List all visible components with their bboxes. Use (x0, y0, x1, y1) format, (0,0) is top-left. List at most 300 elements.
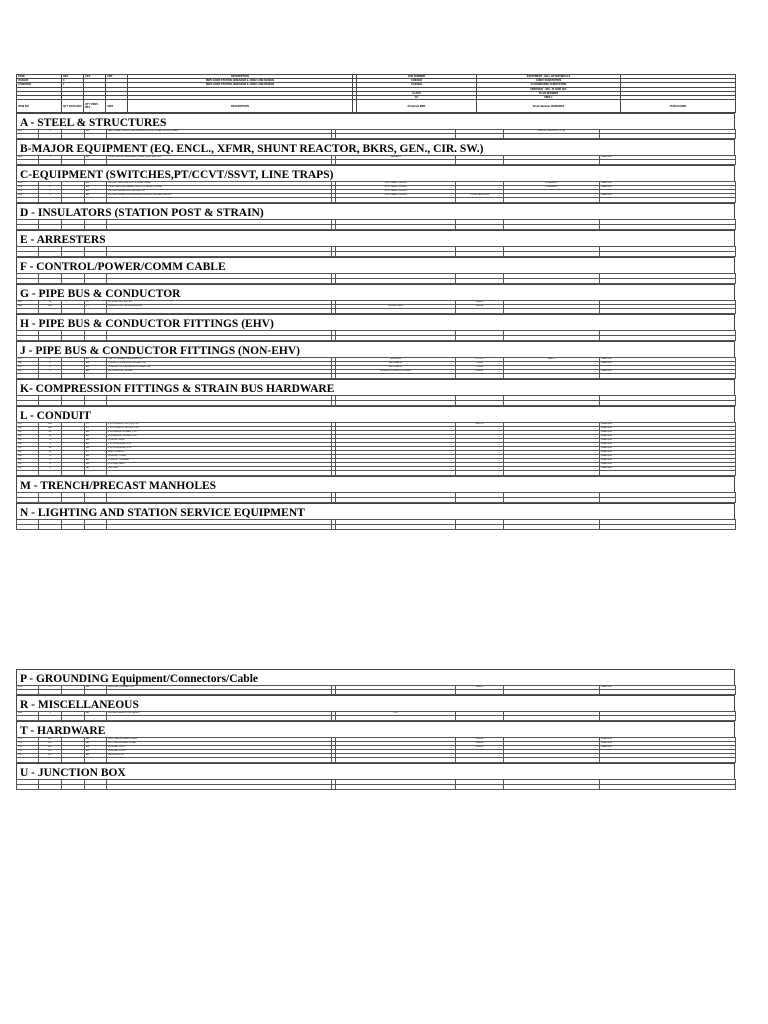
blank-cell (456, 336, 504, 341)
table-cell: AVERSON (600, 686, 736, 690)
section-items-table (16, 273, 736, 284)
table-cell: L10 (17, 459, 39, 463)
blank-cell (336, 716, 456, 721)
table-cell: AVERSON (600, 459, 736, 463)
table-cell: PVC END BELL (107, 463, 332, 467)
blank-cell (107, 471, 332, 476)
table-cell: AVERSON (600, 156, 736, 160)
blank-cell (336, 471, 456, 476)
table-cell: 3 (39, 194, 62, 198)
section-title: U - JUNCTION BOX (16, 763, 735, 779)
table-cell: J04 (17, 370, 39, 374)
header-cell: CKT (84, 75, 106, 79)
table-cell: SIEMENS (336, 156, 456, 160)
table-cell: EA (85, 459, 107, 463)
blank-cell (39, 134, 62, 139)
blank-cell (504, 374, 600, 379)
table-cell: T05 (17, 754, 39, 758)
blank-cell (456, 498, 504, 503)
column-heading: PURCHASER (621, 100, 736, 113)
table-cell: 4 (39, 459, 62, 463)
bom-sheet-bottom (16, 669, 735, 790)
table-cell: EA (85, 467, 107, 471)
table-cell: CABLE TO PIPE BUS CONNECTOR (107, 362, 332, 366)
header-cell: 07/22/2022 (17, 83, 62, 87)
table-cell: 3 (39, 370, 62, 374)
blank-cell (504, 134, 600, 139)
blank-cell (336, 785, 456, 790)
table-cell: 4 (39, 358, 62, 362)
blank-row (17, 785, 736, 790)
section-items-table (16, 357, 736, 379)
table-cell: 775001 (456, 362, 504, 366)
section-title: A - STEEL & STRUCTURES (16, 113, 735, 129)
blank-cell (600, 716, 736, 721)
table-cell: P01 (17, 686, 39, 690)
blank-cell (456, 401, 504, 406)
blank-cell (600, 252, 736, 257)
table-cell: BOLT, GALVANIZED STEEL (107, 738, 332, 742)
blank-cell (456, 374, 504, 379)
section-items-table (16, 685, 736, 695)
blank-cell (17, 785, 39, 790)
blank-cell (62, 252, 85, 257)
blank-cell (17, 160, 39, 165)
blank-cell (504, 716, 600, 721)
blank-cell (62, 498, 85, 503)
blank-row (17, 225, 736, 230)
blank-cell (336, 758, 456, 763)
blank-cell (336, 279, 456, 284)
blank-cell (17, 525, 39, 530)
blank-row (17, 471, 736, 476)
table-cell: 138kV CIRCUIT BREAKER, 3000A, 40kA, SF6 GAS (107, 156, 332, 160)
header-cell: MBS-1 (477, 96, 621, 100)
header-cell: REV (62, 75, 84, 79)
blank-cell (600, 401, 736, 406)
section-title: N - LIGHTING AND STATION SERVICE EQUIPMENT (16, 503, 735, 519)
blank-row (17, 716, 736, 721)
blank-cell (17, 252, 39, 257)
header-cell: APP (106, 75, 128, 79)
table-cell: 4 (39, 463, 62, 467)
blank-cell (39, 401, 62, 406)
blank-cell (107, 525, 332, 530)
blank-cell (600, 279, 736, 284)
table-cell: EA (85, 431, 107, 435)
header-cell: PLAN NUMBER (477, 91, 621, 95)
header-cell: JOB NUMBER (357, 75, 477, 79)
table-cell: 400 (39, 423, 62, 427)
section-items-table (16, 737, 736, 763)
table-cell: 110217 (504, 358, 600, 362)
column-heading: QTY PREV REV (84, 100, 106, 113)
table-cell: SUPPLY FROM (A) TO (B) (504, 130, 600, 134)
table-cell: MISCELLANEOUS MATERIAL (107, 712, 332, 716)
table-cell: A01 (17, 130, 39, 134)
table-cell: L03 (17, 431, 39, 435)
blank-cell (336, 401, 456, 406)
blank-cell (39, 252, 62, 257)
table-cell: CONDUIT BODY (107, 439, 332, 443)
header-cell: CC (357, 96, 477, 100)
blank-cell (107, 198, 332, 203)
blank-cell (504, 690, 600, 695)
table-cell: EA (85, 370, 107, 374)
blank-cell (39, 336, 62, 341)
blank-cell (504, 160, 600, 165)
blank-cell (336, 525, 456, 530)
table-cell: 138kV VERTICAL BREAK SWITCH, 1200A, 3 POLE (107, 186, 332, 190)
header-cell: EQUIPMENT - BILL OF MATERIALS (477, 75, 621, 79)
table-cell: C02 (17, 186, 39, 190)
table-cell: 000001 (456, 301, 504, 305)
blank-cell (336, 690, 456, 695)
blank-cell (504, 401, 600, 406)
blank-cell (17, 225, 39, 230)
table-cell: AVERSON (600, 362, 736, 366)
section-title: B-MAJOR EQUIPMENT (EQ. ENCL., XFMR, SHUNT REACTOR, BKRS, GEN., CIR. SW.) (16, 139, 735, 155)
table-cell: AVERSON (600, 423, 736, 427)
table-cell: 1 (39, 712, 62, 716)
blank-cell (600, 134, 736, 139)
blank-cell (600, 525, 736, 530)
table-cell: ANCHOR BOLT (107, 754, 332, 758)
table-cell: PVC ELBOW, 90 DEG, 4 IN (107, 435, 332, 439)
blank-cell (504, 252, 600, 257)
blank-row (17, 690, 736, 695)
table-cell: FT (85, 451, 107, 455)
blank-cell (85, 252, 107, 257)
table-cell: MOTOR OPERATOR FOR SWITCH (107, 190, 332, 194)
blank-cell (456, 309, 504, 314)
table-cell: CONDUCTOR TERMINAL CONNECTOR (107, 366, 332, 370)
table-cell: AVERSON (600, 427, 736, 431)
table-cell: EA (85, 190, 107, 194)
blank-cell (62, 525, 85, 530)
blank-cell (62, 160, 85, 165)
table-cell: EA (85, 435, 107, 439)
section-title: G - PIPE BUS & CONDUCTOR (16, 284, 735, 300)
section-items-table (16, 246, 736, 257)
blank-cell (336, 134, 456, 139)
blank-cell (17, 471, 39, 476)
table-cell: BETA DELTA (336, 366, 456, 370)
table-cell: 1 (39, 130, 62, 134)
blank-cell (85, 336, 107, 341)
blank-cell (336, 225, 456, 230)
blank-row (17, 160, 736, 165)
table-cell: EA (85, 463, 107, 467)
blank-cell (107, 134, 332, 139)
blank-row (17, 198, 736, 203)
table-cell: FT (85, 301, 107, 305)
section-items-table (16, 779, 736, 790)
blank-cell (85, 690, 107, 695)
blank-cell (456, 758, 504, 763)
section-title: J - PIPE BUS & CONDUCTOR FITTINGS (NON-EHV) (16, 341, 735, 357)
blank-row (17, 401, 736, 406)
table-cell: AVERSON (600, 435, 736, 439)
blank-cell (504, 336, 600, 341)
header-cell: 1 (62, 83, 84, 87)
blank-cell (456, 716, 504, 721)
blank-cell (85, 134, 107, 139)
table-cell: TEE TO SCREW TERMINAL PAD (107, 358, 332, 362)
blank-cell (107, 374, 332, 379)
blank-cell (107, 498, 332, 503)
blank-cell (85, 716, 107, 721)
section-title: H - PIPE BUS & CONDUCTOR FITTINGS (EHV) (16, 314, 735, 330)
blank-cell (62, 225, 85, 230)
blank-cell (17, 690, 39, 695)
section-title: R - MISCELLANEOUS (16, 695, 735, 711)
table-cell: LOT (39, 750, 62, 754)
table-cell: 000040 (456, 746, 504, 750)
section-items-table (16, 330, 736, 341)
table-cell: L01 (17, 423, 39, 427)
table-cell: L06 (17, 443, 39, 447)
blank-cell (17, 198, 39, 203)
table-cell: A52022 (456, 370, 504, 374)
table-cell: MOTOR OPERATOR & RECORD OPERATING MECHANISM (107, 194, 332, 198)
table-cell: 110 (39, 427, 62, 431)
table-cell: EA (85, 439, 107, 443)
header-cell: CA33333 (357, 83, 477, 87)
blank-cell (456, 225, 504, 230)
blank-cell (39, 160, 62, 165)
table-cell: PVC CAP (107, 467, 332, 471)
table-cell: EA (85, 746, 107, 750)
table-cell: 000038 (456, 738, 504, 742)
header-cell: DATE (17, 75, 62, 79)
section-title: T - HARDWARE (16, 721, 735, 737)
table-cell: EA (85, 130, 107, 134)
table-cell: LOT (39, 738, 62, 742)
blank-cell (39, 471, 62, 476)
table-cell: C03 (17, 190, 39, 194)
table-cell: SEE STEEL STRUCTURE DRAWINGS FOR STEEL STRUCTURES (107, 130, 332, 134)
column-heading: ITEM NO. (17, 100, 62, 113)
table-cell: 4 (39, 455, 62, 459)
table-cell: WASHER, FLAT (107, 746, 332, 750)
section-items-table (16, 300, 736, 314)
blank-row (17, 498, 736, 503)
blank-cell (107, 160, 332, 165)
blank-cell (600, 198, 736, 203)
table-cell: G01 (17, 301, 39, 305)
table-cell: PVC CONDUIT, SCH 40, 2 IN (107, 423, 332, 427)
blank-cell (600, 471, 736, 476)
table-cell: MACLEAN (336, 358, 456, 362)
blank-cell (85, 160, 107, 165)
blank-cell (39, 279, 62, 284)
table-cell: EA (85, 362, 107, 366)
table-cell: ALCAN SIMR (336, 305, 456, 309)
table-cell: EA (85, 742, 107, 746)
table-cell: 10 (39, 435, 62, 439)
table-cell: 30 (39, 301, 62, 305)
blank-cell (600, 758, 736, 763)
blank-cell (17, 134, 39, 139)
blank-cell (17, 401, 39, 406)
blank-cell (504, 525, 600, 530)
table-cell: 1 (39, 156, 62, 160)
table-cell: L02 (17, 427, 39, 431)
table-cell: AVERSON (600, 439, 736, 443)
table-cell: LOT (39, 746, 62, 750)
table-cell: HPT1-4 (456, 358, 504, 362)
section-items-table (16, 129, 736, 139)
blank-cell (600, 309, 736, 314)
blank-cell (62, 134, 85, 139)
section-title: P - GROUNDING Equipment/Connectors/Cable (16, 669, 735, 685)
table-cell: 1 (39, 686, 62, 690)
table-cell: L12 (17, 467, 39, 471)
table-cell: R01 (17, 712, 39, 716)
table-cell: 4 (39, 362, 62, 366)
header-cell: FLOODMARSH SUBSTATION (477, 83, 621, 87)
blank-cell (107, 716, 332, 721)
table-cell: FT (85, 423, 107, 427)
blank-row (17, 252, 736, 257)
blank-cell (600, 225, 736, 230)
table-cell: EA (85, 750, 107, 754)
table-cell: AVERSON (600, 738, 736, 742)
table-cell: GROUND CONNECTOR (107, 686, 332, 690)
blank-cell (85, 758, 107, 763)
table-cell: WASHER, LOCK (107, 750, 332, 754)
blank-cell (85, 785, 107, 790)
blank-cell (39, 525, 62, 530)
table-cell: HUBBELL POWER SYSTEMS (336, 370, 456, 374)
table-cell: 10 (39, 451, 62, 455)
table-cell: EA (85, 194, 107, 198)
blank-row (17, 336, 736, 341)
table-cell: 1 (39, 443, 62, 447)
table-cell: PVC CONDUIT, SCH 80, 4 IN (107, 427, 332, 431)
blank-cell (504, 309, 600, 314)
blank-cell (336, 374, 456, 379)
table-cell: N/A (336, 712, 456, 716)
table-cell: SOUTHERN STATES (336, 190, 456, 194)
blank-row (17, 374, 736, 379)
table-cell: SOUTHERN STATES (336, 182, 456, 186)
table-cell: SOUTHERN STATES (336, 186, 456, 190)
table-cell: CONDUCTOR 795 KCMIL ACSR (107, 305, 332, 309)
blank-cell (85, 225, 107, 230)
blank-cell (504, 279, 600, 284)
table-cell: T03 (17, 746, 39, 750)
table-cell: L11 (17, 463, 39, 467)
blank-cell (62, 471, 85, 476)
blank-cell (85, 309, 107, 314)
blank-row (17, 279, 736, 284)
blank-cell (504, 498, 600, 503)
header-cell: 05/24/22 (17, 79, 62, 83)
table-cell: EA (85, 447, 107, 451)
blank-cell (17, 716, 39, 721)
table-cell: C04 (17, 194, 39, 198)
blank-cell (85, 279, 107, 284)
blank-cell (107, 309, 332, 314)
blank-cell (456, 134, 504, 139)
blank-cell (336, 498, 456, 503)
blank-cell (62, 279, 85, 284)
table-cell: AVERSON (600, 451, 736, 455)
table-cell: 100 (39, 305, 62, 309)
blank-row (17, 134, 736, 139)
header-cell: REPLACED STATION, BREAKER & 138kV LINE DESIGN (128, 83, 353, 87)
column-heading: DESCRIPTION (128, 100, 353, 113)
blank-cell (62, 336, 85, 341)
table-cell: AVERSON (600, 186, 736, 190)
blank-cell (107, 785, 332, 790)
table-cell: EA (85, 455, 107, 459)
blank-cell (17, 336, 39, 341)
section-items-table (16, 219, 736, 230)
blank-cell (504, 471, 600, 476)
column-heading: QTY DATA REV (62, 100, 84, 113)
table-cell: J02 (17, 362, 39, 366)
table-cell: BUS SUPPORT CLAMP (107, 370, 332, 374)
blank-row (17, 758, 736, 763)
table-cell: FLEX CONDUIT (107, 451, 332, 455)
table-cell: AVERSON (600, 358, 736, 362)
table-cell: AVERSON (600, 194, 736, 198)
blank-cell (85, 401, 107, 406)
table-cell: G02 (17, 305, 39, 309)
table-cell: 770001 (456, 366, 504, 370)
blank-cell (85, 198, 107, 203)
section-title: K- COMPRESSION FITTINGS & STRAIN BUS HARDWARE (16, 379, 735, 395)
blank-cell (62, 758, 85, 763)
table-cell: PIPE BUS 4IN SCH 40 (107, 301, 332, 305)
table-cell: EA (85, 738, 107, 742)
table-cell: EA (85, 712, 107, 716)
table-cell: AVERSON (600, 447, 736, 451)
blank-cell (39, 498, 62, 503)
revision-header (16, 74, 736, 113)
blank-cell (456, 690, 504, 695)
table-cell: C01 (17, 182, 39, 186)
header-cell: 0 (62, 79, 84, 83)
blank-cell (85, 498, 107, 503)
blank-cell (62, 374, 85, 379)
header-cell: 138KV SUBSTATION (477, 79, 621, 83)
blank-cell (39, 309, 62, 314)
blank-cell (456, 785, 504, 790)
table-cell: ANDREWS (504, 182, 600, 186)
table-cell: 000039 (456, 742, 504, 746)
table-cell: AVERSON (600, 431, 736, 435)
blank-cell (39, 785, 62, 790)
table-cell: SOUTHERN STATES (336, 194, 456, 198)
table-cell: NUT, GALVANIZED STEEL (107, 742, 332, 746)
table-cell: LOT (39, 754, 62, 758)
section-items-table (16, 422, 736, 476)
blank-cell (62, 716, 85, 721)
blank-cell (39, 374, 62, 379)
blank-cell (600, 336, 736, 341)
section-title: L - CONDUIT (16, 406, 735, 422)
blank-cell (39, 198, 62, 203)
column-heading: Preferred MFR (357, 100, 477, 113)
table-cell: T01 (17, 738, 39, 742)
table-cell: AVERSON (600, 443, 736, 447)
table-cell: EA (85, 182, 107, 186)
blank-cell (17, 498, 39, 503)
